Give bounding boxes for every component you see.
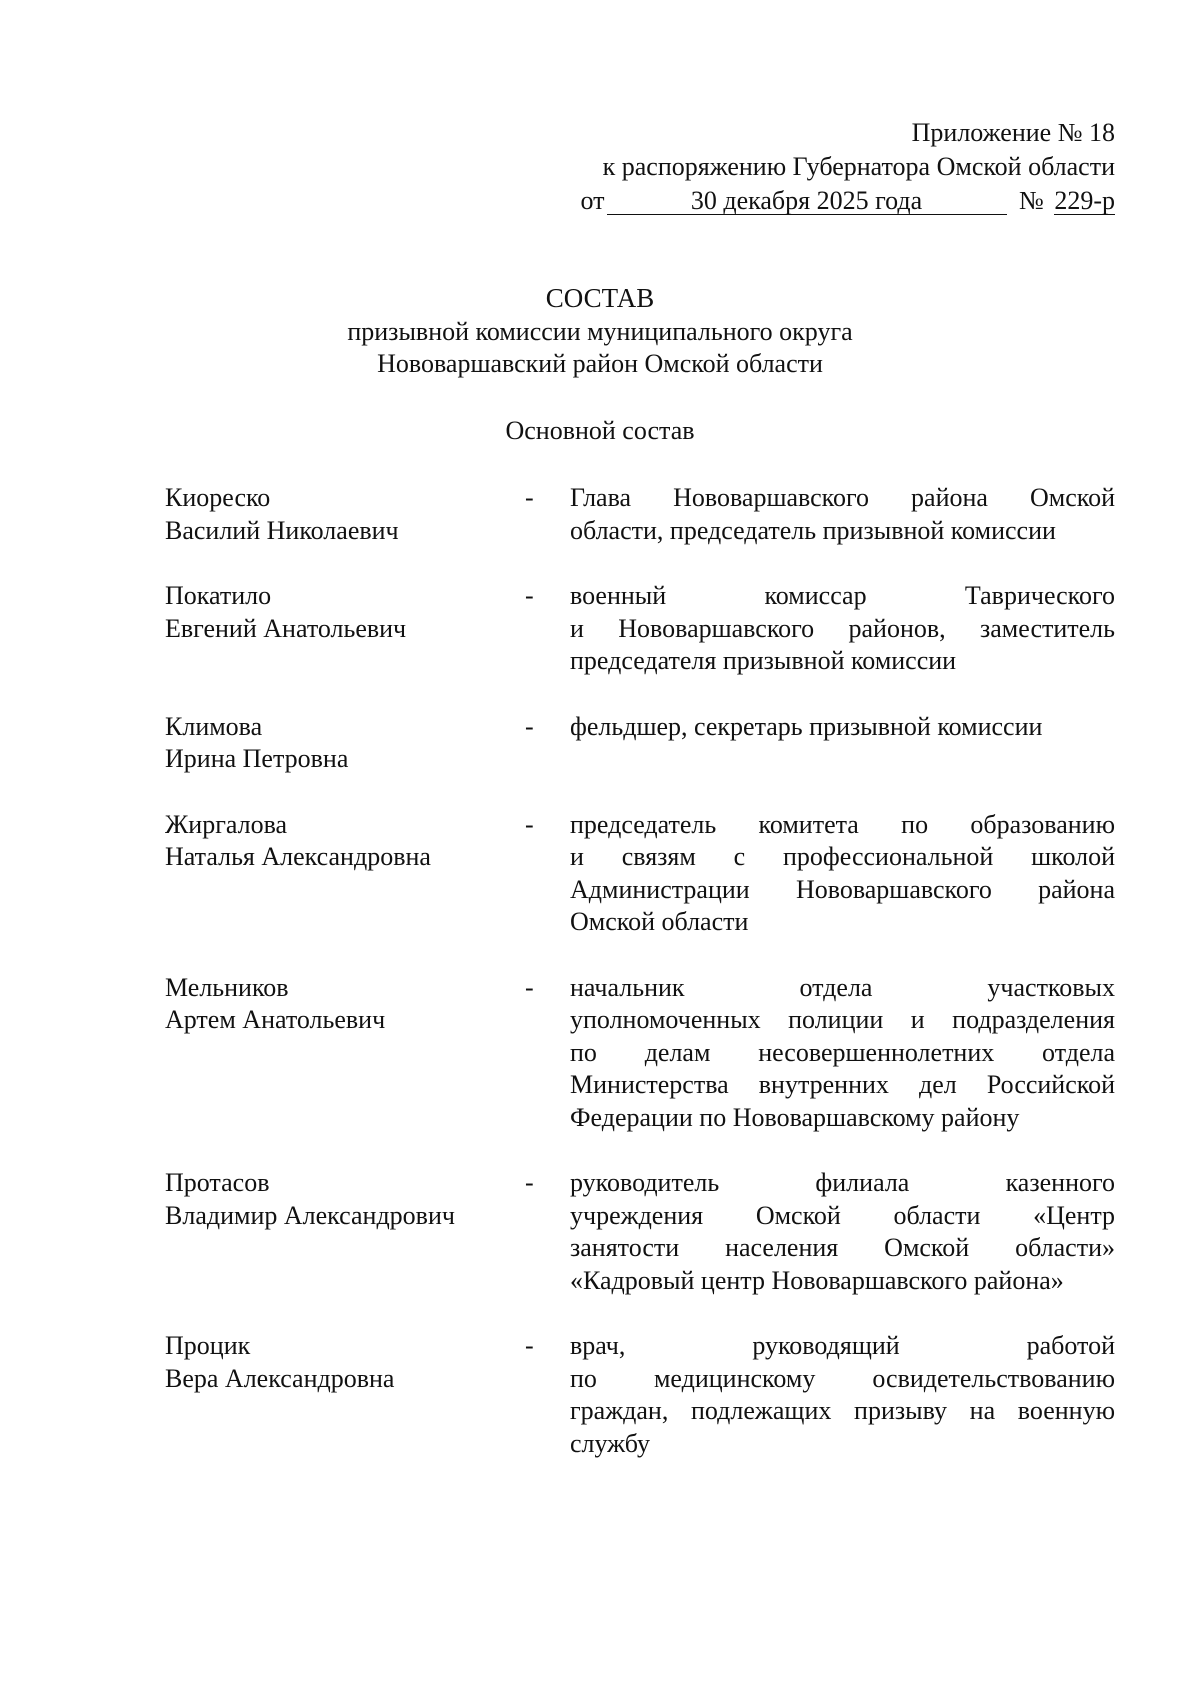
member-given-names: Василий Николаевич [165,515,399,545]
role-line: «Кадровый центр Нововаршавского района» [570,1265,1064,1295]
number-label: № [1019,186,1044,215]
title-line-1: призывной комиссии муниципального округа [347,317,853,346]
role-line: Омской области [570,907,749,936]
member-role [570,1167,1115,1297]
member-dash: - [525,1331,534,1360]
members-list [165,482,1115,1493]
member-row [165,1330,1115,1460]
member-role [570,580,1115,678]
role-line: уполномоченных полиции и подразделения [570,1005,1115,1034]
member-name [165,809,525,939]
role-line: Министерства внутренних дел Российской [570,1070,1115,1099]
member-role [570,711,1115,776]
role-line: начальник отдела участковых [570,972,1115,1002]
section-title: Основной состав [505,416,695,445]
member-surname: Мельников [165,972,289,1002]
role-line: Глава Нововаршавского района Омской [570,483,1115,512]
role-line: учреждения Омской области «Центр [570,1200,1115,1230]
from-label: от [580,186,605,215]
member-row [165,580,1115,678]
member-given-names: Владимир Александрович [165,1200,455,1230]
title-line-2: Нововаршавский район Омской области [377,349,823,378]
member-surname: Протасов [165,1168,270,1197]
role-line: фельдшер, секретарь призывной комиссии [570,711,1043,741]
member-surname: Жиргалова [165,809,288,839]
member-name [165,580,525,678]
role-line: военный комиссар Таврического [570,581,1115,610]
role-line: и связям с профессиональной школой [570,842,1115,871]
role-line: службу [570,1428,651,1458]
member-row [165,1167,1115,1297]
member-dash: - [525,581,534,610]
member-role [570,972,1115,1135]
role-line: председатель комитета по образованию [570,809,1115,839]
member-name [165,972,525,1135]
member-dash: - [525,809,534,839]
order-date-line [580,184,1115,218]
role-line: по медицинскому освидетельствованию [570,1363,1115,1393]
member-role [570,482,1115,547]
appendix-header [580,116,1115,218]
member-role [570,1330,1115,1460]
role-line: и Нововаршавского районов, заместитель [570,613,1115,643]
member-row [165,809,1115,939]
member-surname: Покатило [165,581,272,610]
order-date: 30 декабря 2025 года [607,188,1007,215]
member-given-names: Наталья Александровна [165,842,431,871]
member-role [570,809,1115,939]
member-name [165,1330,525,1460]
document-title [0,282,1200,380]
member-dash: - [525,1168,534,1197]
member-row [165,482,1115,547]
member-given-names: Вера Александровна [165,1363,395,1393]
member-dash: - [525,711,534,741]
role-line: граждан, подлежащих призыву на военную [570,1396,1115,1425]
member-given-names: Евгений Анатольевич [165,613,407,643]
role-line: по делам несовершеннолетних отдела [570,1037,1115,1067]
appendix-number: Приложение № 18 [911,118,1115,147]
member-row [165,711,1115,776]
member-surname: Климова [165,711,263,741]
role-line: Администрации Нововаршавского района [570,874,1115,904]
role-line: Федерации по Нововаршавскому району [570,1102,1020,1132]
member-surname: Процик [165,1331,251,1360]
member-name [165,482,525,547]
member-name [165,711,525,776]
member-dash: - [525,972,534,1002]
member-row [165,972,1115,1135]
member-name [165,1167,525,1297]
member-given-names: Ирина Петровна [165,744,349,773]
role-line: области, председатель призывной комиссии [570,515,1056,545]
role-line: руководитель филиала казенного [570,1168,1115,1197]
order-number: 229-р [1054,186,1115,215]
role-line: врач, руководящий работой [570,1331,1115,1360]
member-dash: - [525,483,534,512]
title-main: СОСТАВ [545,283,655,313]
member-given-names: Артем Анатольевич [165,1005,386,1034]
role-line: занятости населения Омской области» [570,1233,1115,1262]
member-surname: Киореско [165,483,271,512]
role-line: председателя призывной комиссии [570,646,957,675]
order-reference: к распоряжению Губернатора Омской области [602,152,1115,181]
